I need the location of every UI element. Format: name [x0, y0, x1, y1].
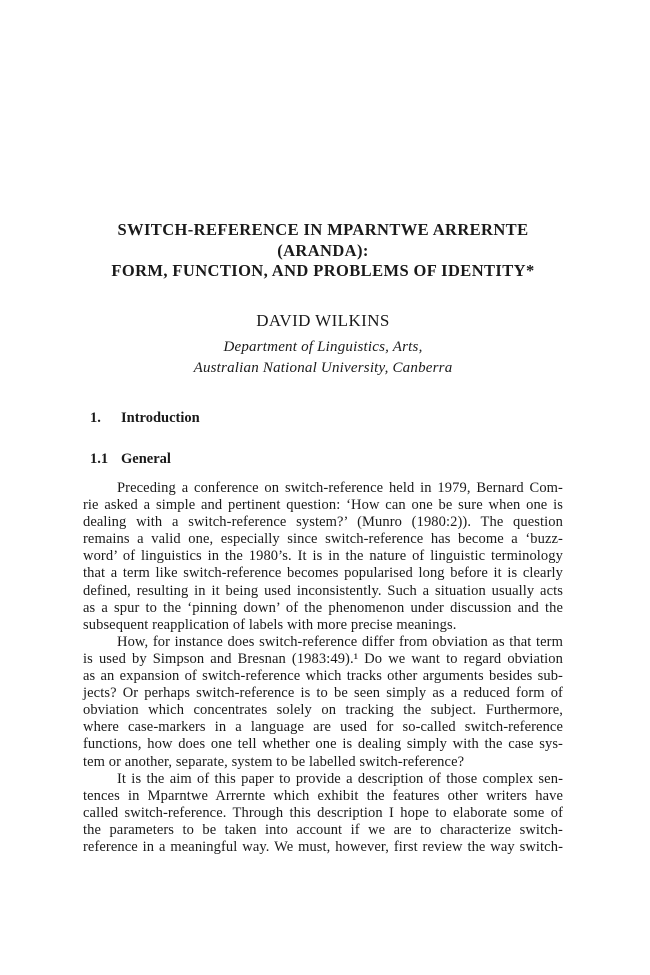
paper-title-line-1: SWITCH-REFERENCE IN MPARNTWE ARRERNTE [117, 220, 529, 239]
text-line: is used by Simpson and Bresnan (1983:49).¹ Do we want to regard obviation [83, 650, 563, 667]
text-line: It is the aim of this paper to provide a description of those complex sen- [117, 770, 563, 787]
text-line: How, for instance does switch-reference differ from obviation as that term [117, 633, 563, 650]
text-line: reference in a meaningful way. We must, however, first review the way switch- [83, 838, 563, 855]
text-line: remains a valid one, especially since switch-reference has become a ‘buzz- [83, 531, 563, 548]
paper-title-line-2: (ARANDA): [277, 240, 369, 260]
text-line: tences in Mparntwe Arrernte which exhibit the features other writers have [83, 787, 563, 804]
paragraph-1 [83, 480, 563, 634]
text-line: that a term like switch-reference becomes popularised long before it is clearly [83, 565, 563, 582]
section-heading-general [83, 450, 570, 468]
text-line: jects? Or perhaps switch-reference is to be seen simply as a reduced form of [83, 685, 563, 702]
author-name: DAVID WILKINS [256, 311, 390, 330]
affiliation-line-2: Australian National University, Canberra [193, 359, 453, 376]
paper-title [83, 220, 563, 282]
text-line: Preceding a conference on switch-reference held in 1979, Bernard Com- [117, 480, 563, 496]
text-line: subsequent reapplication of labels with more precise meanings. [83, 616, 457, 633]
section-label: Introduction [121, 410, 200, 426]
text-line: as an expansion of switch-reference which tracks other arguments besides sub- [83, 668, 563, 685]
section-number: 1. [90, 410, 101, 426]
paragraph-2 [83, 634, 563, 771]
section-heading-introduction [83, 409, 570, 427]
paper-title-line-3: FORM, FUNCTION, AND PROBLEMS OF IDENTITY* [111, 261, 535, 280]
text-line: where case-markers in a language are used for so-called switch-reference [83, 719, 563, 736]
subsection-number: 1.1 [90, 451, 109, 467]
author-affiliation [83, 337, 563, 378]
text-line: called switch-reference. Through this description I hope to elaborate some of [83, 804, 563, 821]
text-line: functions, how does one tell whether one is dealing simply with the case sys- [83, 736, 563, 753]
text-line: defined, resulting in it being used inconsistently. Such a situation usually acts [83, 582, 563, 599]
subsection-label: General [121, 451, 171, 467]
text-line: obviation which concentrates solely on tracking the subject. Furthermore, [83, 702, 563, 719]
text-line: word’ of linguistics in the 1980’s. It is in the nature of linguistic terminology [83, 548, 563, 565]
text-line: tem or another, separate, system to be labelled switch-reference? [83, 753, 465, 770]
text-line: the parameters to be taken into account if we are to characterize switch- [83, 821, 563, 838]
text-line: rie asked a simple and pertinent question: ‘How can one be sure when one is [83, 497, 563, 514]
text-line: dealing with a switch-reference system?’ (Munro (1980:2)). The question [83, 514, 563, 531]
affiliation-line-1: Department of Linguistics, Arts, [223, 339, 423, 355]
text-line: as a spur to the ‘pinning down’ of the phenomenon under discussion and the [83, 599, 563, 616]
body-text [83, 480, 563, 856]
paragraph-3 [83, 771, 563, 856]
